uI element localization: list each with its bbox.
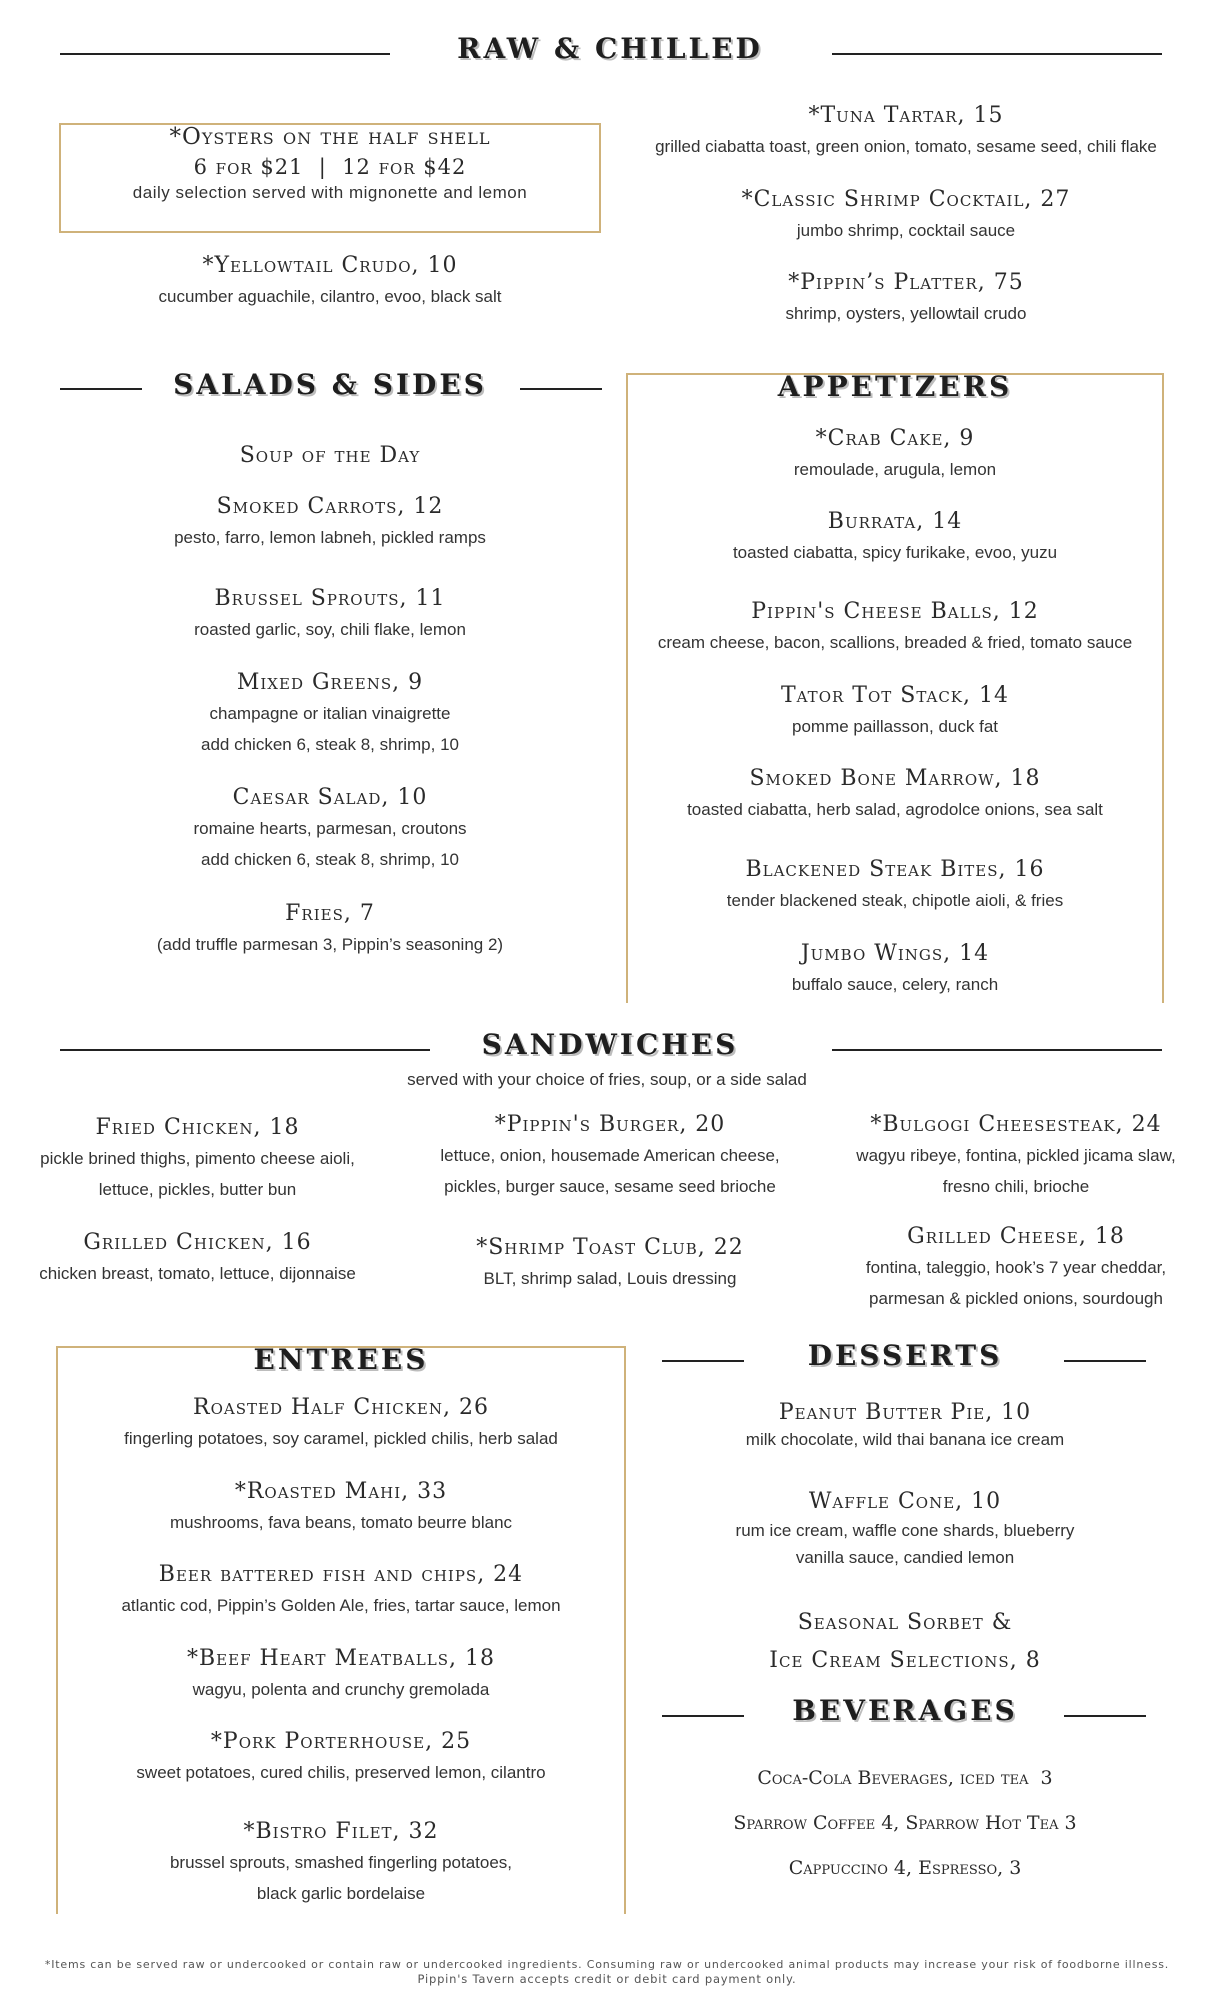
item-description: daily selection served with mignonette and lemon bbox=[132, 183, 528, 202]
item-name: *Bulgogi Cheesesteak, 24 bbox=[870, 1112, 1162, 1137]
menu-item-grilled-chicken bbox=[0, 1228, 395, 1289]
item-description: toasted ciabatta, herb salad, agrodolce onions, sea salt bbox=[687, 800, 1103, 819]
section-title-entrees: ENTREES bbox=[253, 1343, 429, 1376]
item-name: *Tuna Tartar, 15 bbox=[808, 103, 1004, 128]
item-name: Peanut Butter Pie, 10 bbox=[778, 1400, 1032, 1425]
item-description: lettuce, onion, housemade American cheese, bbox=[440, 1146, 780, 1165]
menu-item-peanut-butter-pie bbox=[660, 1398, 1150, 1452]
beverage-line: Sparrow Coffee 4, Sparrow Hot Tea 3 bbox=[733, 1812, 1077, 1834]
item-description: pickle brined thighs, pimento cheese aioli, bbox=[40, 1149, 355, 1168]
beverage-line: Cappuccino 4, Espresso, 3 bbox=[788, 1857, 1022, 1879]
item-name: Fried Chicken, 18 bbox=[95, 1115, 300, 1140]
item-description: wagyu ribeye, fontina, pickled jicama slaw, bbox=[856, 1146, 1176, 1165]
item-name: Soup of the Day bbox=[239, 443, 421, 468]
item-description: pesto, farro, lemon labneh, pickled ramps bbox=[174, 528, 486, 547]
item-name: *Bistro Filet, 32 bbox=[243, 1819, 439, 1844]
section-title-beverages: BEVERAGES bbox=[792, 1694, 1018, 1727]
item-description: roasted garlic, soy, chili flake, lemon bbox=[194, 620, 466, 639]
divider-line bbox=[1064, 1715, 1146, 1717]
footer-raw-warning: *Items can be served raw or undercooked or contain raw or undercooked ingredients. Consuming raw or undercooked animal products may increase your risk of foodborne illness. bbox=[44, 1958, 1170, 1971]
menu-item-crab-cake bbox=[626, 424, 1164, 485]
section-title-desserts: DESSERTS bbox=[807, 1339, 1003, 1372]
sandwiches-note bbox=[300, 1064, 914, 1095]
item-name: *Pork Porterhouse, 25 bbox=[210, 1729, 472, 1754]
item-description: remoulade, arugula, lemon bbox=[793, 460, 997, 479]
menu-item-oysters bbox=[59, 122, 601, 204]
menu-item-roasted-mahi bbox=[56, 1477, 626, 1538]
item-name: *Oysters on the half shell bbox=[169, 124, 491, 150]
item-description: BLT, shrimp salad, Louis dressing bbox=[483, 1269, 737, 1288]
menu-item-waffle-cone bbox=[660, 1487, 1150, 1571]
item-description: wagyu, polenta and crunchy gremolada bbox=[192, 1680, 490, 1699]
item-description: vanilla sauce, candied lemon bbox=[795, 1548, 1015, 1567]
item-description: pomme paillasson, duck fat bbox=[792, 717, 998, 736]
item-description: fresno chili, brioche bbox=[942, 1177, 1090, 1196]
item-description: grilled ciabatta toast, green onion, tomato, sesame seed, chili flake bbox=[655, 137, 1157, 156]
item-name: Seasonal Sorbet & bbox=[797, 1610, 1013, 1635]
menu-item-fish-and-chips bbox=[56, 1560, 626, 1621]
menu-item-fried-chicken bbox=[0, 1113, 395, 1205]
menu-item-pippins-burger bbox=[410, 1110, 810, 1202]
item-description: rum ice cream, waffle cone shards, blueberry bbox=[735, 1521, 1075, 1540]
menu-item-beef-heart-meatballs bbox=[56, 1644, 626, 1705]
item-name: *Classic Shrimp Cocktail, 27 bbox=[741, 187, 1071, 212]
menu-item-steak-bites bbox=[626, 855, 1164, 916]
divider-line bbox=[832, 1049, 1162, 1051]
menu-item-tator-tot-stack bbox=[626, 681, 1164, 742]
item-description: (add truffle parmesan 3, Pippin’s seasoning 2) bbox=[156, 935, 504, 954]
item-name: Burrata, 14 bbox=[827, 509, 963, 534]
item-name: Brussel Sprouts, 11 bbox=[214, 586, 446, 611]
menu-item-pork-porterhouse bbox=[56, 1727, 626, 1788]
menu-item-mixed-greens bbox=[59, 668, 601, 760]
menu-item-sorbet bbox=[660, 1604, 1150, 1680]
item-name: *Yellowtail Crudo, 10 bbox=[202, 253, 458, 278]
item-description: brussel sprouts, smashed fingerling potatoes, bbox=[169, 1853, 513, 1872]
item-name: Fries, 7 bbox=[285, 901, 375, 926]
beverage-list bbox=[660, 1756, 1150, 1891]
menu-item-shrimp-toast-club bbox=[410, 1233, 810, 1294]
item-name: *Shrimp Toast Club, 22 bbox=[476, 1235, 744, 1260]
item-name: Blackened Steak Bites, 16 bbox=[745, 857, 1045, 882]
item-description: fingerling potatoes, soy caramel, pickled chilis, herb salad bbox=[124, 1429, 558, 1448]
item-description: add chicken 6, steak 8, shrimp, 10 bbox=[201, 735, 459, 754]
item-name: *Roasted Mahi, 33 bbox=[234, 1479, 448, 1504]
item-description: toasted ciabatta, spicy furikake, evoo, yuzu bbox=[732, 543, 1058, 562]
menu-item-jumbo-wings bbox=[626, 939, 1164, 1000]
item-description: romaine hearts, parmesan, croutons bbox=[193, 819, 467, 838]
section-title-salads-sides: SALADS & SIDES bbox=[173, 368, 487, 401]
item-description: pickles, burger sauce, sesame seed brioche bbox=[444, 1177, 776, 1196]
menu-item-smoked-carrots bbox=[59, 492, 601, 553]
menu-item-platter bbox=[626, 268, 1186, 329]
divider-line bbox=[662, 1715, 744, 1717]
footer-disclaimer bbox=[0, 1957, 1214, 1987]
item-name: Grilled Cheese, 18 bbox=[907, 1224, 1125, 1249]
item-description: add chicken 6, steak 8, shrimp, 10 bbox=[201, 850, 459, 869]
menu-item-brussel-sprouts bbox=[59, 584, 601, 645]
item-description: cream cheese, bacon, scallions, breaded & fried, tomato sauce bbox=[657, 633, 1133, 652]
item-name: Tator Tot Stack, 14 bbox=[781, 683, 1009, 708]
item-description: tender blackened steak, chipotle aioli, & fries bbox=[726, 891, 1064, 910]
item-name: Smoked Carrots, 12 bbox=[216, 494, 444, 519]
item-description: milk chocolate, wild thai banana ice cream bbox=[745, 1430, 1065, 1449]
footer-payment-note: Pippin's Tavern accepts credit or debit card payment only. bbox=[417, 1972, 797, 1986]
menu-item-yellowtail bbox=[59, 251, 601, 312]
item-description: black garlic bordelaise bbox=[256, 1884, 426, 1903]
item-name: Smoked Bone Marrow, 18 bbox=[749, 766, 1041, 791]
item-price: 6 for $21 | 12 for $42 bbox=[193, 155, 467, 179]
menu-item-burrata bbox=[626, 507, 1164, 568]
beverage-line: Coca-Cola Beverages, iced tea 3 bbox=[757, 1767, 1053, 1789]
item-description: parmesan & pickled onions, sourdough bbox=[869, 1289, 1163, 1308]
menu-item-fries bbox=[59, 899, 601, 960]
item-name: *Beef Heart Meatballs, 18 bbox=[187, 1646, 495, 1671]
item-name: Beer battered fish and chips, 24 bbox=[158, 1562, 524, 1587]
item-name: Pippin's Cheese Balls, 12 bbox=[751, 599, 1039, 624]
item-description: fontina, taleggio, hook’s 7 year cheddar, bbox=[865, 1258, 1167, 1277]
item-name: Jumbo Wings, 14 bbox=[800, 941, 990, 966]
item-description: atlantic cod, Pippin’s Golden Ale, fries, tartar sauce, lemon bbox=[121, 1596, 561, 1615]
item-description: lettuce, pickles, butter bun bbox=[98, 1180, 297, 1199]
menu-item-bistro-filet bbox=[56, 1817, 626, 1909]
divider-line bbox=[662, 1360, 744, 1362]
item-name: Mixed Greens, 9 bbox=[236, 670, 424, 695]
item-name: *Pippin’s Platter, 75 bbox=[788, 270, 1024, 295]
menu-item-tuna-tartar bbox=[626, 101, 1186, 162]
divider-line bbox=[832, 53, 1162, 55]
item-description: buffalo sauce, celery, ranch bbox=[791, 975, 999, 994]
menu-item-soup bbox=[59, 441, 601, 471]
item-description: sweet potatoes, cured chilis, preserved lemon, cilantro bbox=[136, 1763, 546, 1782]
item-description: chicken breast, tomato, lettuce, dijonnaise bbox=[39, 1264, 356, 1283]
section-note: served with your choice of fries, soup, or a side salad bbox=[407, 1070, 807, 1089]
item-name: Waffle Cone, 10 bbox=[808, 1489, 1002, 1514]
section-title-raw-chilled: RAW & CHILLED bbox=[457, 32, 763, 65]
item-name: *Crab Cake, 9 bbox=[815, 426, 975, 451]
menu-item-bulgogi-cheesesteak bbox=[818, 1110, 1214, 1202]
item-description: shrimp, oysters, yellowtail crudo bbox=[785, 304, 1027, 323]
item-description: champagne or italian vinaigrette bbox=[209, 704, 451, 723]
menu-item-roasted-half-chicken bbox=[56, 1393, 626, 1454]
item-name: *Pippin's Burger, 20 bbox=[494, 1112, 726, 1137]
menu-item-shrimp-cocktail bbox=[626, 185, 1186, 246]
divider-line bbox=[1064, 1360, 1146, 1362]
section-title-appetizers: APPETIZERS bbox=[777, 370, 1013, 403]
item-description: jumbo shrimp, cocktail sauce bbox=[796, 221, 1016, 240]
menu-item-bone-marrow bbox=[626, 764, 1164, 825]
item-name: Grilled Chicken, 16 bbox=[83, 1230, 312, 1255]
divider-line bbox=[60, 388, 142, 390]
divider-line bbox=[520, 388, 602, 390]
divider-line bbox=[60, 1049, 430, 1051]
menu-item-caesar-salad bbox=[59, 783, 601, 875]
menu-item-cheese-balls bbox=[626, 597, 1164, 658]
section-title-sandwiches: SANDWICHES bbox=[481, 1028, 739, 1061]
item-name: Ice Cream Selections, 8 bbox=[769, 1648, 1041, 1673]
item-description: cucumber aguachile, cilantro, evoo, black salt bbox=[158, 287, 502, 306]
menu-item-grilled-cheese bbox=[818, 1222, 1214, 1314]
item-name: Roasted Half Chicken, 26 bbox=[193, 1395, 489, 1420]
divider-line bbox=[60, 53, 390, 55]
item-name: Caesar Salad, 10 bbox=[232, 785, 428, 810]
item-description: mushrooms, fava beans, tomato beurre blanc bbox=[169, 1513, 513, 1532]
